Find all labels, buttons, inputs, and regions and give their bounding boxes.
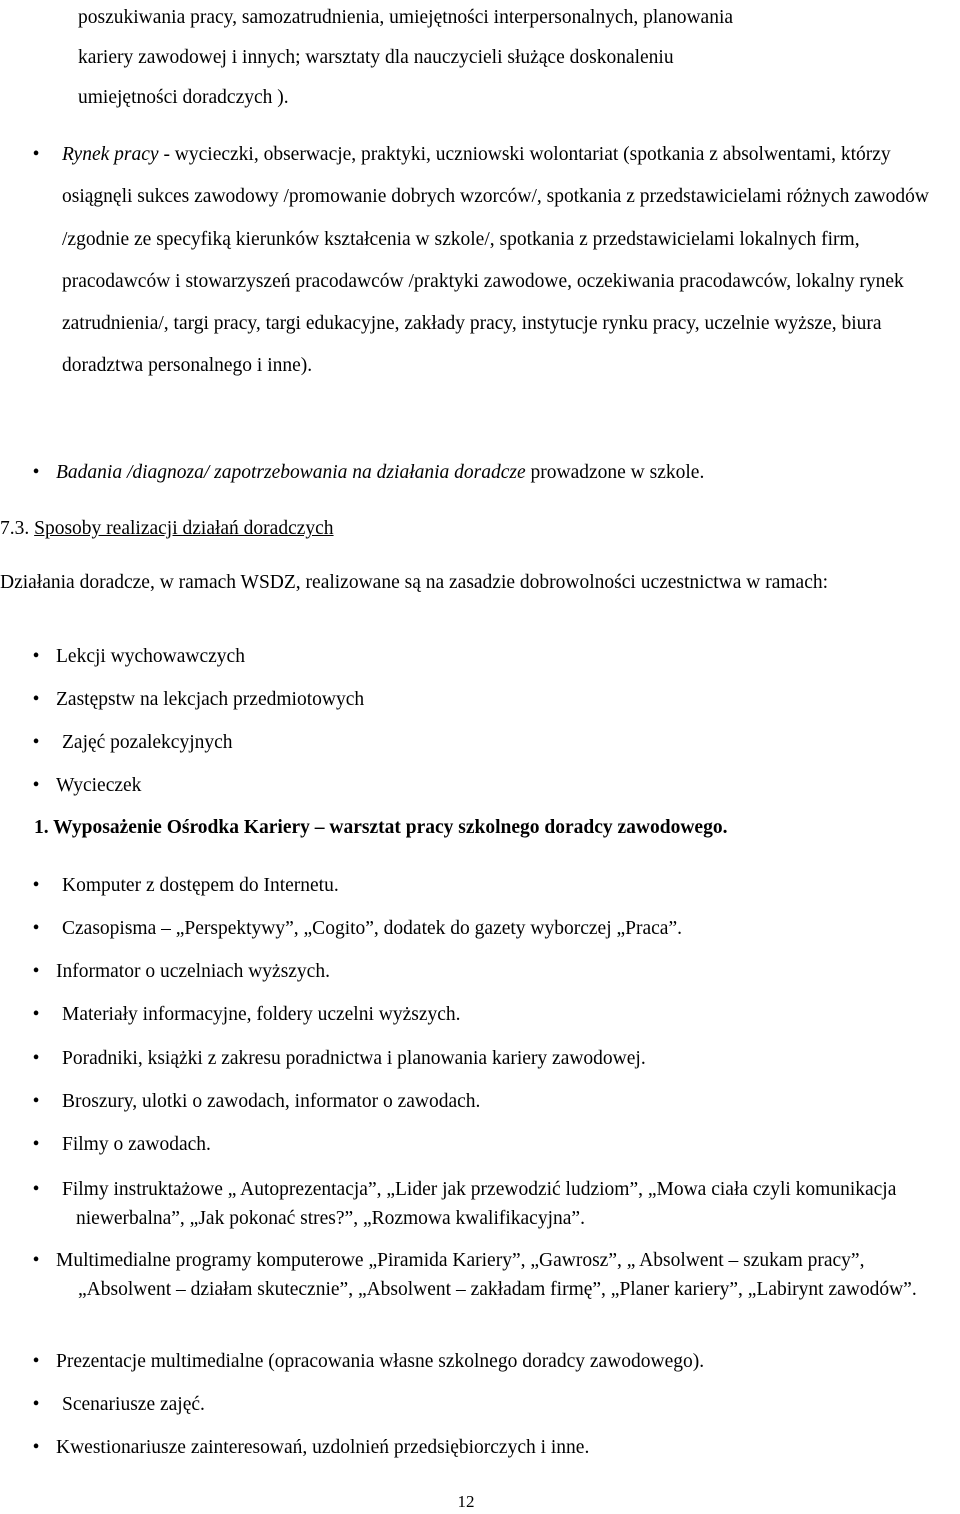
list-item-equipment	[30, 1433, 958, 1462]
continuation-text	[78, 0, 958, 118]
bullet-icon: •	[32, 1134, 40, 1155]
equipment-heading: 1. Wyposażenie Ośrodka Kariery – warsztat pracy szkolnego doradcy zawodowego.	[34, 817, 728, 838]
list-item-text: Lekcji wychowawczych	[56, 646, 245, 667]
list-item-text: Zajęć pozalekcyjnych	[62, 732, 233, 753]
list-item-text: Kwestionariusze zainteresowań, uzdolnień przedsiębiorczych i inne.	[56, 1437, 590, 1458]
continuation-line: poszukiwania pracy, samozatrudnienia, umiejętności interpersonalnych, planowania	[78, 7, 734, 28]
section-title: Sposoby realizacji działań doradczych	[34, 518, 334, 539]
list-item-label: Rynek pracy	[62, 144, 159, 165]
list-item-text: prowadzone w szkole.	[525, 462, 705, 483]
list-item-text: Prezentacje multimedialne (opracowania własne szkolnego doradcy zawodowego).	[56, 1351, 705, 1372]
section-heading	[0, 511, 334, 547]
bullet-icon: •	[32, 732, 40, 753]
bullet-icon: •	[32, 875, 40, 896]
list-item-label: Badania /diagnoza/ zapotrzebowania na działania doradcze	[56, 462, 526, 483]
list-item-text: Informator o uczelniach wyższych.	[56, 961, 330, 982]
section-number: 7.3.	[0, 518, 35, 539]
bullet-icon: •	[32, 1048, 40, 1069]
list-item-form	[30, 728, 958, 757]
bullet-icon: •	[32, 961, 40, 982]
list-item-form	[30, 642, 958, 671]
list-item-text: Multimedialne programy komputerowe „Piramida Kariery”, „Gawrosz”, „ Absolwent – szukam pracy”, „Absolwent – działam skutecznie”, „Absolwent – zakładam firmę”, „Planer kariery”, „Labirynt zawodów”.	[56, 1250, 917, 1300]
list-item-equipment	[30, 871, 958, 900]
list-item-text: Broszury, ulotki o zawodach, informator o zawodach.	[62, 1091, 481, 1112]
list-item-equipment	[30, 1044, 958, 1073]
list-item-form	[30, 771, 958, 800]
list-item-equipment	[30, 957, 958, 986]
list-item-equipment	[30, 1347, 958, 1376]
intro-paragraph: Działania doradcze, w ramach WSDZ, realizowane są na zasadzie dobrowolności uczestnictwa w ramach:	[0, 572, 829, 593]
list-item-equipment	[30, 1390, 958, 1419]
bullet-icon: •	[32, 1394, 40, 1415]
list-item-text: Poradniki, książki z zakresu poradnictwa i planowania kariery zawodowej.	[62, 1048, 646, 1069]
list-item-equipment	[30, 1130, 958, 1159]
page-number: 12	[457, 1492, 475, 1511]
list-item-text: Komputer z dostępem do Internetu.	[62, 875, 339, 896]
list-item-rynek-pracy	[30, 134, 958, 388]
continuation-line: kariery zawodowej i innych; warsztaty dla nauczycieli służące doskonaleniu	[78, 47, 674, 68]
bullet-icon: •	[32, 689, 40, 710]
bullet-icon: •	[32, 918, 40, 939]
bullet-icon: •	[32, 1179, 40, 1200]
list-item-equipment	[30, 1087, 958, 1116]
list-item-text: Scenariusze zajęć.	[62, 1394, 205, 1415]
bullet-icon: •	[32, 1091, 40, 1112]
bullet-icon: •	[32, 1351, 40, 1372]
bullet-icon: •	[32, 1004, 40, 1025]
list-item-equipment	[30, 1246, 935, 1304]
list-item-form	[30, 685, 958, 714]
bullet-icon: •	[32, 1250, 40, 1271]
list-item-text: Materiały informacyjne, foldery uczelni wyższych.	[62, 1004, 461, 1025]
list-item-body	[62, 134, 958, 388]
list-item-equipment	[30, 914, 958, 943]
list-item-text: Wycieczek	[56, 775, 142, 796]
list-item-text: Filmy instruktażowe „ Autoprezentacja”, „Lider jak przewodzić ludziom”, „Mowa ciała czyli komunikacja niewerbalna”, „Jak pokonać stres?”, „Rozmowa kwalifikacyjna”.	[62, 1179, 897, 1229]
bullet-icon: •	[32, 144, 40, 165]
list-item-text: Filmy o zawodach.	[62, 1134, 211, 1155]
bullet-icon: •	[32, 646, 40, 667]
list-item-equipment	[30, 1000, 958, 1029]
bullet-icon: •	[32, 462, 40, 483]
bullet-icon: •	[32, 775, 40, 796]
list-item-body	[56, 453, 958, 493]
list-item-badania	[30, 453, 958, 493]
list-item-text: Czasopisma – „Perspektywy”, „Cogito”, dodatek do gazety wyborczej „Praca”.	[62, 918, 682, 939]
list-item-equipment	[30, 1175, 930, 1233]
continuation-line: umiejętności doradczych ).	[78, 87, 289, 108]
bullet-icon: •	[32, 1437, 40, 1458]
list-item-text: Zastępstw na lekcjach przedmiotowych	[56, 689, 365, 710]
list-item-text: - wycieczki, obserwacje, praktyki, uczniowski wolontariat (spotkania z absolwentami, którzy osiągnęli sukces zawodowy /promowanie dobrych wzorców/, spotkania z przedstawicielami różnych zawodów /zgodnie ze specyfiką kierunków kształcenia w szkole/, spotkania z przedstawicielami lokalnych firm, pracodawców i stowarzyszeń pracodawców /praktyki zawodowe, oczekiwania pracodawców, lokalny rynek zatrudnienia/, targi pracy, targi edukacyjne, zakłady pracy, instytucje rynku pracy, uczelnie wyższe, biura doradztwa personalnego i inne).	[62, 144, 929, 377]
